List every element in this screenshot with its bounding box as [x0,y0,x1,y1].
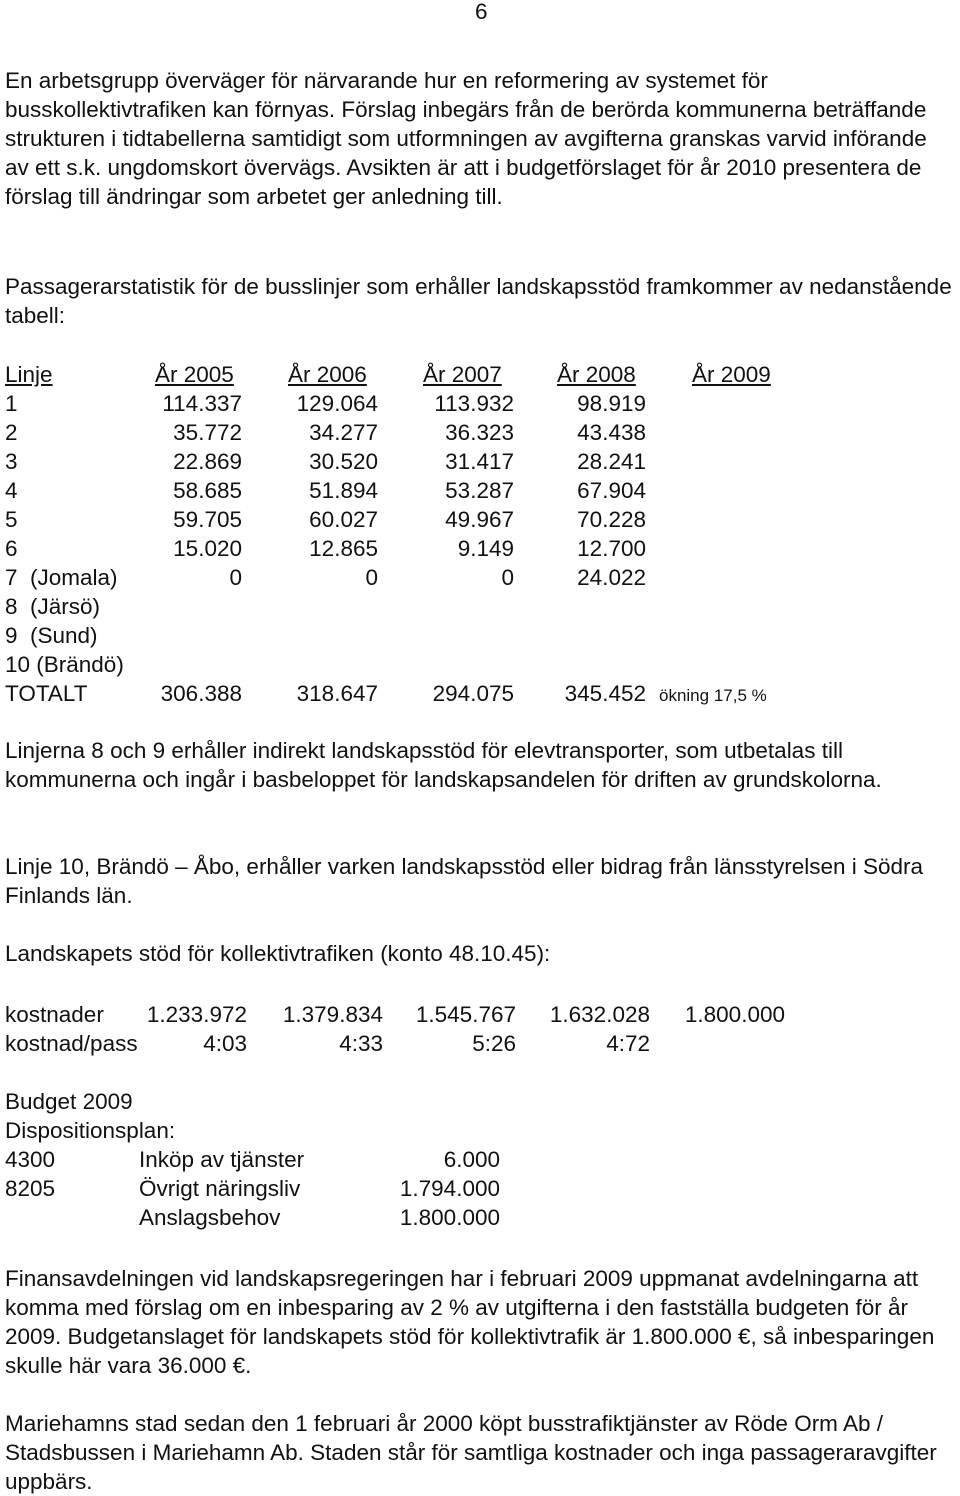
budget-amount: 6.000 [443,1147,500,1172]
row-label: 1 [5,391,18,416]
row-value: 12.700 [577,536,646,561]
row-value: 49.967 [445,507,514,532]
budget-row [5,1203,605,1232]
paragraph-savings: Finansavdelningen vid landskapsregeringen har i februari 2009 uppmanat avdelningarna att komma med förslag om en inbesparing av 2 % av utgifterna i den fastställa budgeten för år 2009. Budgetanslaget för landskapets stöd för kollektivtrafik är 1.800.000 €, så inbesparingen skulle här vara 36.000 €. [5,1266,935,1378]
cost-per-passenger-label: kostnad/pass [5,1031,138,1056]
row-value: 36.323 [445,420,514,445]
cost-per-passenger-value: 5:26 [472,1031,516,1056]
row-value: 12.865 [309,536,378,561]
budget-item: Inköp av tjänster [139,1147,305,1172]
row-value: 28.241 [577,449,646,474]
header-2006: År 2006 [288,362,367,387]
budget-title-row [5,1087,605,1116]
cost-per-passenger-value: 4:72 [606,1031,650,1056]
budget-amount: 1.794.000 [399,1176,500,1201]
row-value: 345.452 [564,681,646,706]
costs-value: 1.800.000 [684,1002,785,1027]
row-value: 0 [501,565,514,590]
row-label: 10 (Brändö) [5,652,124,677]
costs-value: 1.233.972 [146,1002,247,1027]
paragraph-mariehamn: Mariehamns stad sedan den 1 februari år 2000 köpt busstrafiktjänster av Röde Orm Ab / Stadsbussen i Mariehamn Ab. Staden står för samtliga kostnader och inga passageraravgifter uppbärs. [5,1411,937,1494]
row-value: 24.022 [577,565,646,590]
budget-amount: 1.800.000 [399,1205,500,1230]
cost-per-passenger-value: 4:03 [203,1031,247,1056]
row-value: 59.705 [173,507,242,532]
budget-account: 8205 [5,1176,56,1201]
row-value: 34.277 [309,420,378,445]
row-value: 129.064 [296,391,378,416]
budget-subtitle-row [5,1116,605,1145]
row-value: 15.020 [173,536,242,561]
row-value: 0 [229,565,242,590]
row-value: 60.027 [309,507,378,532]
costs-row [5,1000,960,1029]
row-label: 3 [5,449,18,474]
row-value: 31.417 [445,449,514,474]
costs-table [5,1000,960,1058]
row-label: 4 [5,478,18,503]
costs-value: 1.379.834 [282,1002,383,1027]
header-2007: År 2007 [423,362,502,387]
paragraph-statistics-intro: Passagerarstatistik för de busslinjer som erhåller landskapsstöd framkommer av nedanstående tabell: [5,274,952,328]
row-label: 6 [5,536,18,561]
cost-per-passenger-row [5,1029,960,1058]
row-value: 113.932 [434,391,514,416]
row-label: 7 (Jomala) [5,565,118,590]
row-value: 294.075 [432,681,514,706]
header-2008: År 2008 [557,362,636,387]
row-value: 9.149 [457,536,514,561]
header-linje: Linje [5,362,53,387]
row-value: 0 [365,565,378,590]
cost-per-passenger-value: 4:33 [339,1031,383,1056]
row-value: 306.388 [160,681,242,706]
row-label: 2 [5,420,18,445]
budget-account: 4300 [5,1147,56,1172]
header-2005: År 2005 [155,362,234,387]
budget-row [5,1145,605,1174]
row-value: 51.894 [309,478,378,503]
row-label: 8 (Järsö) [5,594,101,619]
costs-value: 1.632.028 [549,1002,650,1027]
paragraph-lines-8-9: Linjerna 8 och 9 erhåller indirekt landskapsstöd för elevtransporter, som utbetalas till kommunerna och ingår i basbeloppet för landskapsandelen för driften av grundskolorna. [5,738,882,792]
row-value: 53.287 [445,478,514,503]
costs-label: kostnader [5,1002,104,1027]
row-label: TOTALT [5,681,88,706]
budget-item: Övrigt näringsliv [139,1176,301,1201]
paragraph-line-10: Linje 10, Brändö – Åbo, erhåller varken landskapsstöd eller bidrag från länsstyrelsen i Södra Finlands län. [5,854,924,908]
total-change-note: ökning 17,5 % [659,686,767,705]
header-2009: År 2009 [692,362,771,387]
budget-section [5,1087,605,1232]
costs-value: 1.545.767 [415,1002,516,1027]
budget-title: Budget 2009 [5,1089,133,1114]
row-value: 43.438 [577,420,646,445]
row-value: 318.647 [296,681,378,706]
budget-subtitle: Dispositionsplan: [5,1118,176,1143]
row-value: 22.869 [173,449,242,474]
budget-item: Anslagsbehov [139,1205,281,1230]
row-value: 70.228 [577,507,646,532]
paragraph-reform: En arbetsgrupp överväger för närvarande hur en reformering av systemet för busskollektivtrafiken kan förnyas. Förslag inbegärs från de berörda kommunerna beträffande strukturen i tidtabellerna samtidigt som utformningen av avgifterna granskas varvid införande av ett s.k. ungdomskort övervägs. Avsikten är att i budgetförslaget för år 2010 presentera de förslag till ändringar som arbetet ger anledning till. [5,68,927,209]
row-value: 30.520 [309,449,378,474]
page-number: 6 [475,0,488,24]
row-label: 9 (Sund) [5,623,98,648]
row-value: 114.337 [162,391,242,416]
row-value: 35.772 [173,420,242,445]
row-value: 58.685 [173,478,242,503]
row-value: 98.919 [577,391,646,416]
row-label: 5 [5,507,18,532]
row-value: 67.904 [577,478,646,503]
budget-row [5,1174,605,1203]
paragraph-support-heading: Landskapets stöd för kollektivtrafiken (konto 48.10.45): [5,941,551,966]
